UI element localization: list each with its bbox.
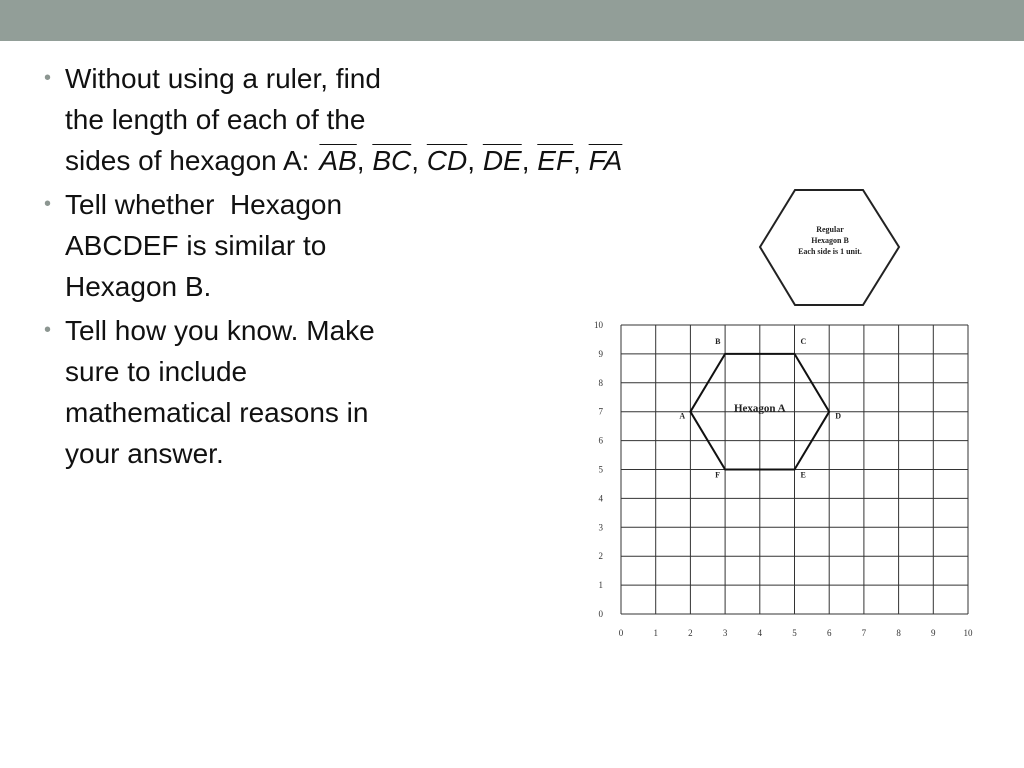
segment-de: $\overline{DE}$ (482, 145, 522, 176)
segment-cd: $\overline{CD}$ (426, 145, 468, 176)
segment-separator: , (467, 145, 483, 176)
x-tick-label: 0 (618, 628, 624, 638)
bullet-2-line-3: Hexagon B. (65, 271, 212, 302)
x-tick-label: 10 (963, 628, 973, 638)
vertex-label-a: A (679, 411, 686, 421)
x-tick-label: 6 (826, 628, 832, 638)
bullet-1-line-1: Without using a ruler, find (65, 63, 381, 94)
x-tick-label: 5 (792, 628, 797, 638)
bullet-1 (44, 58, 744, 181)
bullet-dot: • (44, 193, 52, 215)
segment-separator: , (521, 145, 538, 176)
y-tick-label: 6 (598, 435, 603, 446)
vertex-label-c: C (800, 336, 807, 346)
bullet-1-line-3-text: sides of hexagon A: (65, 145, 310, 176)
y-tick-label: 7 (598, 406, 603, 417)
coordinate-grid (580, 316, 980, 646)
segment-separator: , (573, 145, 589, 176)
y-tick-label: 0 (598, 609, 603, 619)
y-tick-label: 1 (598, 580, 603, 591)
hexagon-b-figure (755, 186, 905, 310)
segment-separator: , (356, 145, 373, 176)
bullet-3-line-3: mathematical reasons in (65, 397, 369, 428)
bullet-1-line-2: the length of each of the (65, 104, 366, 135)
vertex-label-f: F (715, 470, 720, 480)
bullet-dot: • (44, 67, 52, 89)
segment-bc: $\overline{BC}$ (372, 145, 412, 176)
y-tick-label: 5 (598, 464, 603, 475)
x-tick-label: 3 (722, 628, 728, 638)
y-tick-label: 9 (598, 348, 603, 359)
segment-ab: $\overline{AB}$ (319, 145, 357, 176)
bullet-2 (44, 184, 744, 307)
x-tick-label: 9 (931, 628, 936, 638)
y-tick-label: 10 (594, 320, 603, 330)
bullet-2-line-1: Tell whether Hexagon (65, 189, 343, 220)
x-tick-label: 4 (757, 628, 763, 638)
y-tick-label: 2 (598, 551, 603, 562)
x-tick-label: 7 (861, 628, 867, 638)
segment-separator: , (411, 145, 427, 176)
vertex-label-b: B (715, 336, 721, 346)
segment-list (319, 145, 622, 176)
bullet-1-line-3 (65, 140, 744, 181)
hexagon-b-line-2: Hexagon B (811, 236, 849, 245)
bullet-3-line-2: sure to include (65, 356, 248, 387)
bullet-2-line-2: ABCDEF is similar to (65, 230, 327, 261)
vertex-label-e: E (800, 470, 806, 480)
y-tick-label: 4 (598, 493, 603, 504)
y-tick-label: 3 (598, 522, 603, 533)
bullet-3-line-1: Tell how you know. Make (65, 315, 375, 346)
hexagon-b-line-1: Regular (816, 225, 844, 234)
x-tick-label: 1 (653, 628, 658, 638)
vertex-label-d: D (835, 411, 841, 421)
segment-ef: $\overline{EF}$ (537, 145, 574, 176)
title-bar (0, 0, 1024, 41)
x-tick-label: 2 (688, 628, 693, 638)
bullet-3-line-4: your answer. (65, 438, 224, 469)
hexagon-a-label: Hexagon A (733, 402, 786, 415)
x-tick-label: 8 (896, 628, 901, 638)
segment-fa: $\overline{FA}$ (588, 145, 623, 176)
y-tick-label: 8 (598, 377, 603, 388)
hexagon-b-line-3: Each side is 1 unit. (798, 247, 862, 256)
bullet-dot: • (44, 319, 52, 341)
